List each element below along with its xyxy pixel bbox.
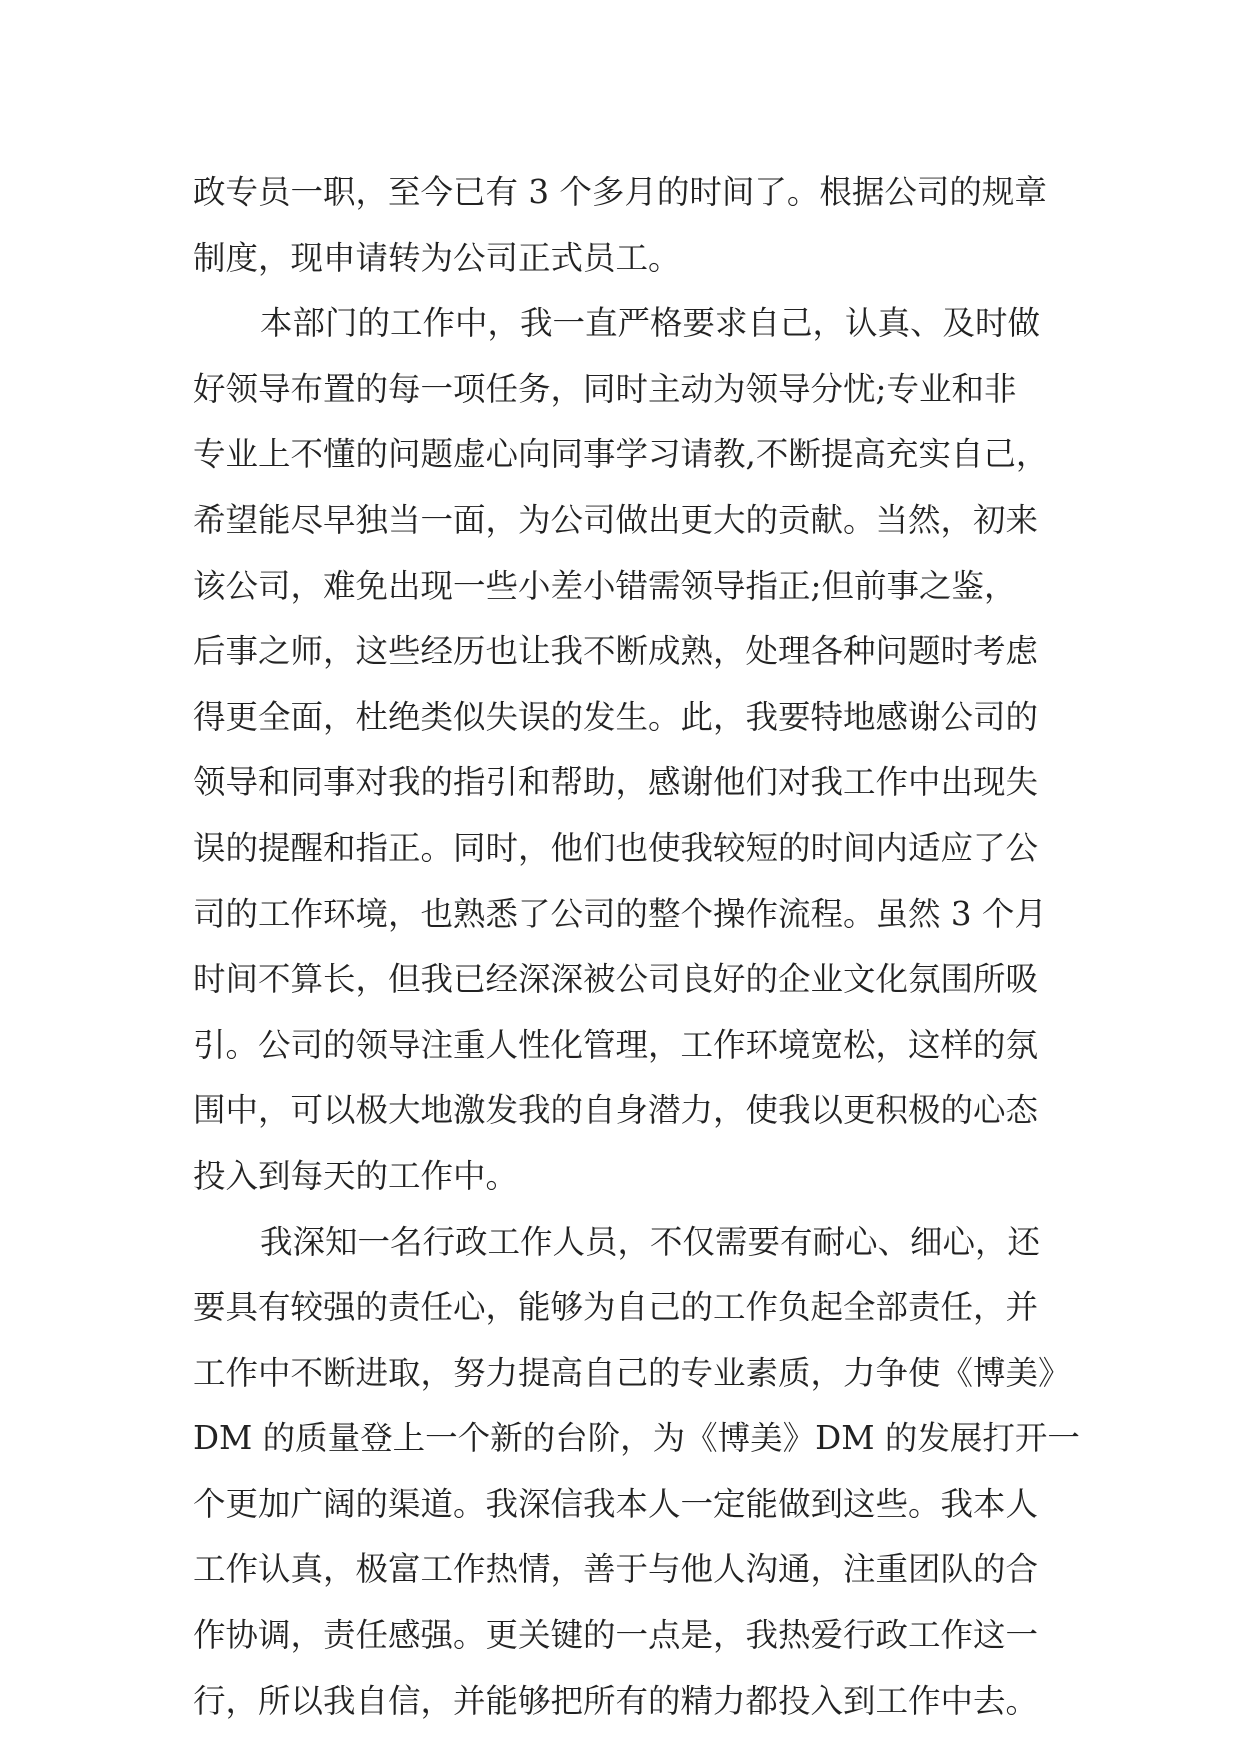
- text-line: 制度，现申请转为公司正式员工。: [193, 238, 681, 277]
- text-line: 投入到每天的工作中。: [193, 1156, 519, 1195]
- text-line: DM 的质量登上一个新的台阶，为《博美》DM 的发展打开一: [193, 1419, 1080, 1458]
- text-line: 要具有较强的责任心，能够为自己的工作负起全部责任，并: [193, 1288, 1039, 1327]
- text-line: 司的工作环境，也熟悉了公司的整个操作流程。虽然 3 个月: [193, 894, 1047, 933]
- text-line: 引。公司的领导注重人性化管理，工作环境宽松，这样的氛: [193, 1025, 1039, 1064]
- text-line: 行，所以我自信，并能够把所有的精力都投入到工作中去。: [193, 1681, 1039, 1720]
- text-line: 该公司，难免出现一些小差小错需领导指正;但前事之鉴，: [193, 566, 1017, 605]
- text-line: 个更加广阔的渠道。我深信我本人一定能做到这些。我本人: [193, 1484, 1039, 1523]
- text-line: 工作中不断进取，努力提高自己的专业素质，力争使《博美》: [193, 1353, 1071, 1392]
- text-line: 时间不算长，但我已经深深被公司良好的企业文化氛围所吸: [193, 960, 1039, 999]
- text-line: 误的提醒和指正。同时，他们也使我较短的时间内适应了公: [193, 828, 1039, 867]
- text-line: 作协调，责任感强。更关键的一点是，我热爱行政工作这一: [193, 1616, 1039, 1655]
- text-line: 得更全面，杜绝类似失误的发生。此，我要特地感谢公司的: [193, 697, 1039, 736]
- text-line: 工作认真，极富工作热情，善于与他人沟通，注重团队的合: [193, 1550, 1039, 1589]
- text-line: 领导和同事对我的指引和帮助，感谢他们对我工作中出现失: [193, 763, 1039, 802]
- text-line: 希望能尽早独当一面，为公司做出更大的贡献。当然，初来: [193, 500, 1039, 539]
- text-line: 后事之师，这些经历也让我不断成熟，处理各种问题时考虑: [193, 632, 1039, 671]
- text-line: 围中，可以极大地激发我的自身潜力，使我以更积极的心态: [193, 1091, 1039, 1130]
- text-line: 政专员一职，至今已有 3 个多月的时间了。根据公司的规章: [193, 173, 1047, 211]
- body-text: [193, 160, 1080, 1734]
- paragraph-start-line: 我深知一名行政工作人员，不仅需要有耐心、细心，还: [260, 1222, 1041, 1261]
- paragraph-start-line: 本部门的工作中，我一直严格要求自己，认真、及时做: [260, 304, 1041, 343]
- text-line: 好领导布置的每一项任务，同时主动为领导分忧;专业和非: [193, 369, 1017, 408]
- text-line: 专业上不懂的问题虚心向同事学习请教,不断提高充实自己，: [193, 435, 1049, 474]
